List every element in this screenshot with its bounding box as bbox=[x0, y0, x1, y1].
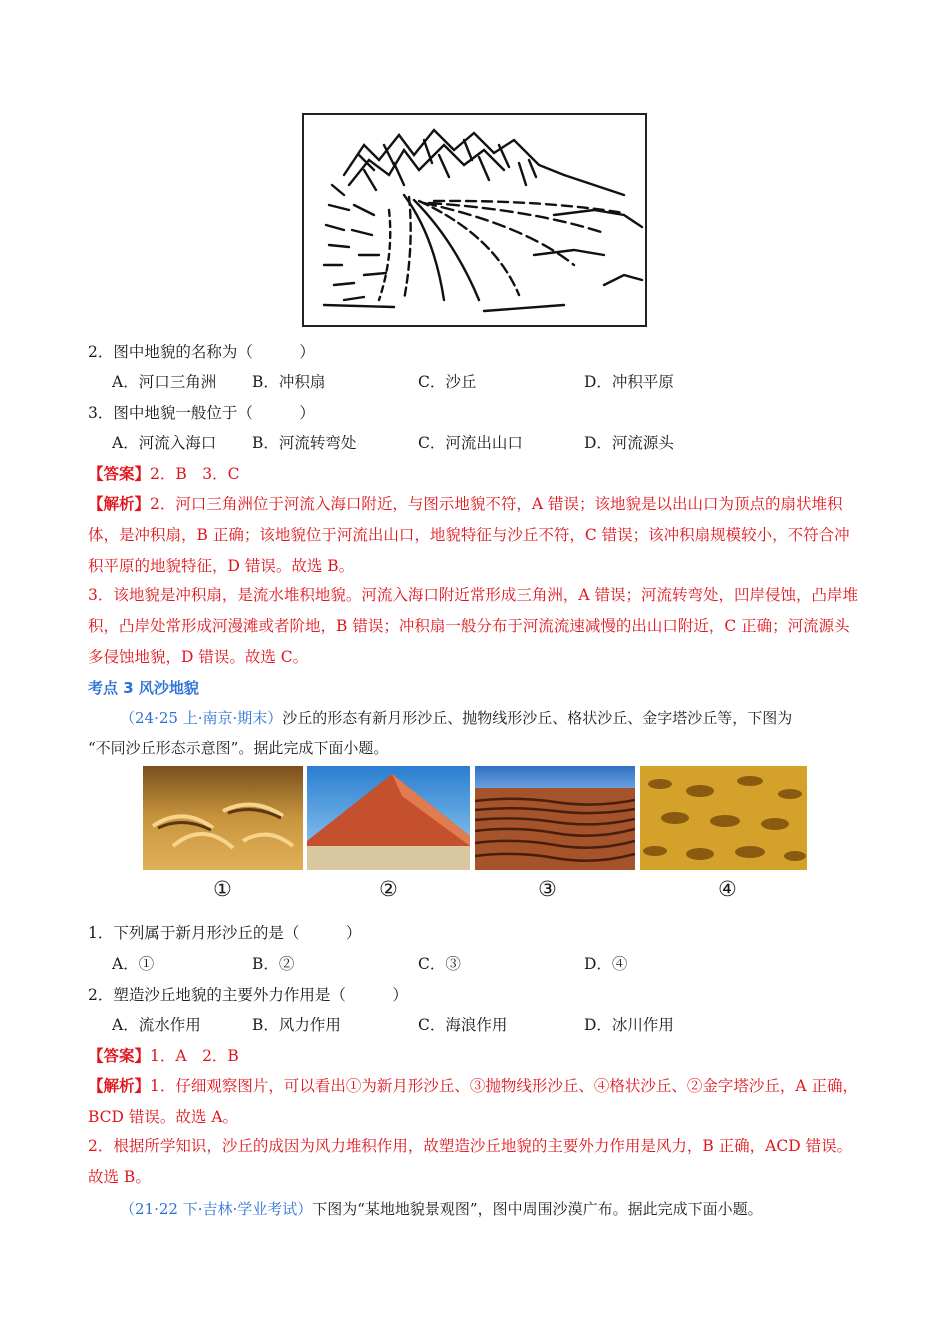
analysis-2-text: 2．河口三角洲位于河流入海口附近，与图示地貌不符，A 错误；该地貌是以出山口为顶点的扇状堆积体，是冲积扇，B 正确；该地貌位于河流出山口，地貌特征与沙丘不符，C 错误；该冲积扇规模较小，不符合冲积平原的地貌特征，D 错误。故选 B。 bbox=[88, 495, 850, 575]
intro-1-line-1 bbox=[120, 707, 792, 729]
intro-1-text: 沙丘的形态有新月形沙丘、抛物线形沙丘、格状沙丘、金字塔沙丘等，下图为 bbox=[282, 709, 793, 727]
question-2b-stem: 2．塑造沙丘地貌的主要外力作用是（ ） bbox=[88, 986, 408, 1004]
alluvial-fan-sketch bbox=[304, 115, 645, 325]
source-tag: （21·22 下·吉林·学业考试） bbox=[120, 1200, 313, 1218]
answer-text: 1．A 2．B bbox=[150, 1047, 239, 1065]
analysis-block-2 bbox=[88, 1070, 863, 1133]
q3-option-c: C．河流出山口 bbox=[418, 434, 523, 452]
q3-option-d: D．河流源头 bbox=[584, 434, 674, 452]
analysis-2b-text: 2．根据所学知识，沙丘的成因为风力堆积作用，故塑造沙丘地貌的主要外力作用是风力，B 正确，ACD 错误。故选 B。 bbox=[88, 1137, 853, 1186]
q1b-option-a: A．① bbox=[112, 955, 155, 973]
q1b-option-b: B．② bbox=[252, 955, 295, 973]
q2b-option-a: A．流水作用 bbox=[112, 1016, 201, 1034]
analysis-tag: 【解析】 bbox=[88, 1076, 151, 1095]
answer-tag: 【答案】 bbox=[88, 464, 151, 483]
q2-option-c: C．沙丘 bbox=[418, 373, 477, 391]
photo-label-1: ① bbox=[213, 877, 232, 901]
analysis-tag: 【解析】 bbox=[88, 494, 151, 513]
q2-option-a: A．河口三角洲 bbox=[112, 373, 217, 391]
question-2-stem: 2．图中地貌的名称为（ ） bbox=[88, 343, 315, 361]
q1b-option-d: D．④ bbox=[584, 955, 628, 973]
answer-text: 2．B 3．C bbox=[150, 465, 240, 483]
question-3-stem: 3．图中地貌一般位于（ ） bbox=[88, 404, 315, 422]
section-title: 考点 3 风沙地貌 bbox=[88, 679, 199, 697]
alluvial-fan-figure bbox=[302, 113, 647, 327]
q2b-option-b: B．风力作用 bbox=[252, 1016, 341, 1034]
intro-2-text: 下图为“某地地貌景观图”，图中周围沙漠广布。据此完成下面小题。 bbox=[312, 1200, 763, 1218]
photo-label-4: ④ bbox=[718, 877, 737, 901]
intro-2-line bbox=[120, 1198, 763, 1220]
analysis-block-1 bbox=[88, 488, 863, 582]
photo-label-3: ③ bbox=[538, 877, 557, 901]
source-tag: （24·25 上·南京·期末） bbox=[120, 709, 283, 727]
dune-photo-3 bbox=[475, 766, 635, 870]
intro-1-line-2: “不同沙丘形态示意图”。据此完成下面小题。 bbox=[88, 739, 389, 757]
answer-block-1 bbox=[88, 463, 240, 485]
q3-option-a: A．河流入海口 bbox=[112, 434, 217, 452]
dune-photo-2 bbox=[307, 766, 470, 870]
q1b-option-c: C．③ bbox=[418, 955, 461, 973]
dune-photo-4 bbox=[640, 766, 807, 870]
photo-label-2: ② bbox=[379, 877, 398, 901]
answer-tag: 【答案】 bbox=[88, 1046, 151, 1065]
q2b-option-d: D．冰川作用 bbox=[584, 1016, 674, 1034]
analysis-1b-text: 1．仔细观察图片，可以看出①为新月形沙丘、③抛物线形沙丘、④格状沙丘、②金字塔沙丘，A 正确，BCD 错误。故选 A。 bbox=[88, 1077, 859, 1126]
question-1b-stem: 1．下列属于新月形沙丘的是（ ） bbox=[88, 924, 362, 942]
analysis-3-text: 3．该地貌是冲积扇，是流水堆积地貌。河流入海口附近常形成三角洲，A 错误；河流转弯处，凹岸侵蚀，凸岸堆积，凸岸处常形成河漫滩或者阶地，B 错误；冲积扇一般分布于河流流速减慢的出山口附近，C 正确；河流源头多侵蚀地貌，D 错误。故选 C。 bbox=[88, 586, 858, 666]
q2-option-b: B．冲积扇 bbox=[252, 373, 326, 391]
q3-option-b: B．河流转弯处 bbox=[252, 434, 357, 452]
q2-option-d: D．冲积平原 bbox=[584, 373, 674, 391]
answer-block-2 bbox=[88, 1045, 239, 1067]
dune-photo-1 bbox=[143, 766, 303, 870]
q2b-option-c: C．海浪作用 bbox=[418, 1016, 508, 1034]
